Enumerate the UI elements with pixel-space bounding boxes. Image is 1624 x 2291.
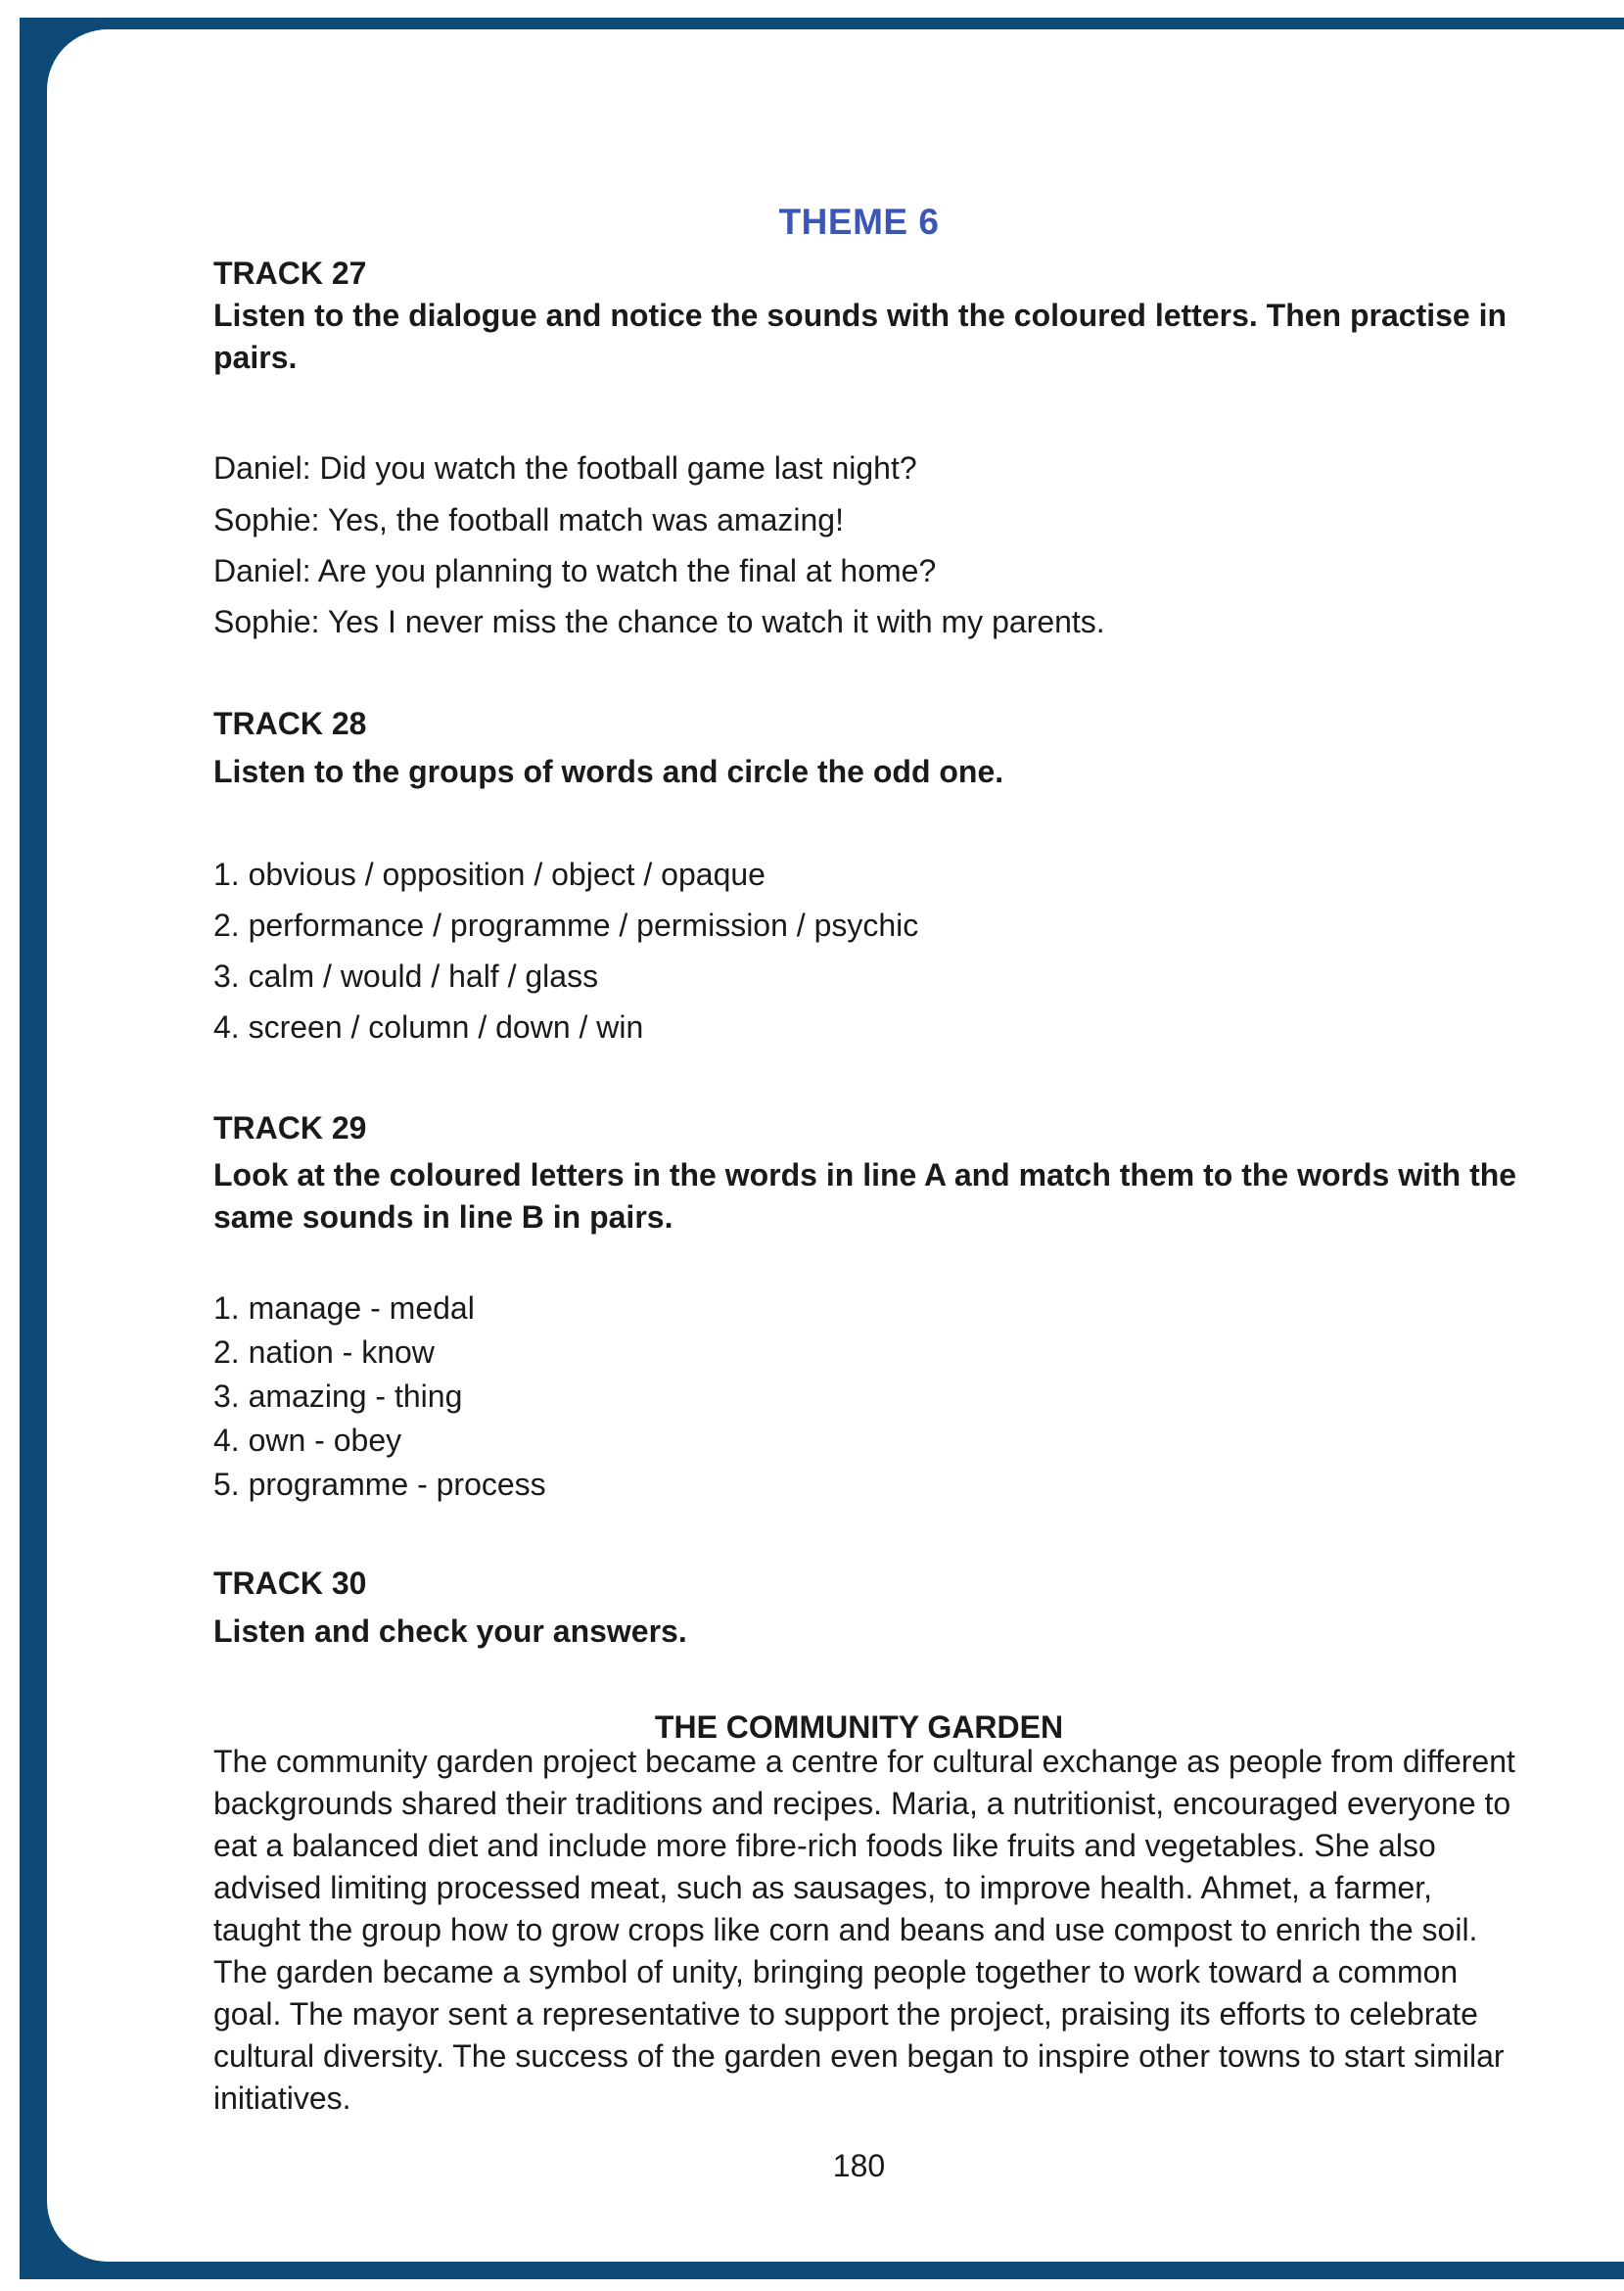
list-item: 2. nation - know: [213, 1334, 435, 1370]
list-item: 1. manage - medal: [213, 1290, 475, 1326]
track-29-title: TRACK 29: [213, 1110, 367, 1146]
list-item: 2. performance / programme / permission / psychic: [213, 908, 919, 943]
track-27-title: TRACK 27: [213, 256, 367, 291]
list-item: 4. own - obey: [213, 1423, 402, 1458]
list-item: 3. calm / would / half / glass: [213, 958, 599, 994]
track-30-instruction: Listen and check your answers.: [213, 1613, 687, 1649]
story-text: The community garden project became a centre for cultural exchange as people from different backgrounds shared their traditions and recipes. Maria, a nutritionist, encouraged everyone to eat a balanced diet and include more fibre-rich foods like fruits and vegetables. She also advised limiting processed meat, such as sausages, to improve health. Ahmet, a farmer, taught the group how to grow crops like corn and beans and use compost to enrich the soil. The garden became a symbol of unity, bringing people together to work toward a common goal. The mayor sent a representative to support the project, praising its efforts to celebrate cultural diversity. The success of the garden even began to inspire other towns to start similar initiatives.: [213, 1744, 1515, 2116]
page-sheet: [47, 29, 1624, 2262]
dialogue-line: Daniel: Are you planning to watch the final at home?: [213, 553, 937, 588]
dialogue-line: Sophie: Yes, the football match was amazing!: [213, 502, 844, 538]
list-item: 3. amazing - thing: [213, 1379, 463, 1414]
list-item: 1. obvious / opposition / object / opaque: [213, 857, 766, 892]
track-28-instruction: Listen to the groups of words and circle the odd one.: [213, 754, 1004, 789]
list-item: 4. screen / column / down / win: [213, 1009, 644, 1045]
theme-title: THEME 6: [778, 202, 940, 242]
track-28-title: TRACK 28: [213, 706, 367, 741]
track-29-instruction: Look at the coloured letters in the words in line A and match them to the words with the same sounds in line B in pairs.: [213, 1157, 1517, 1235]
story-title: THE COMMUNITY GARDEN: [654, 1709, 1064, 1745]
track-27-instruction: Listen to the dialogue and notice the sounds with the coloured letters. Then practise in pairs.: [213, 298, 1508, 375]
page-number: 180: [832, 2148, 886, 2183]
dialogue-line: Sophie: Yes I never miss the chance to watch it with my parents.: [213, 604, 1105, 639]
list-item: 5. programme - process: [213, 1467, 546, 1502]
track-30-title: TRACK 30: [213, 1566, 367, 1601]
dialogue-line: Daniel: Did you watch the football game last night?: [213, 450, 917, 486]
